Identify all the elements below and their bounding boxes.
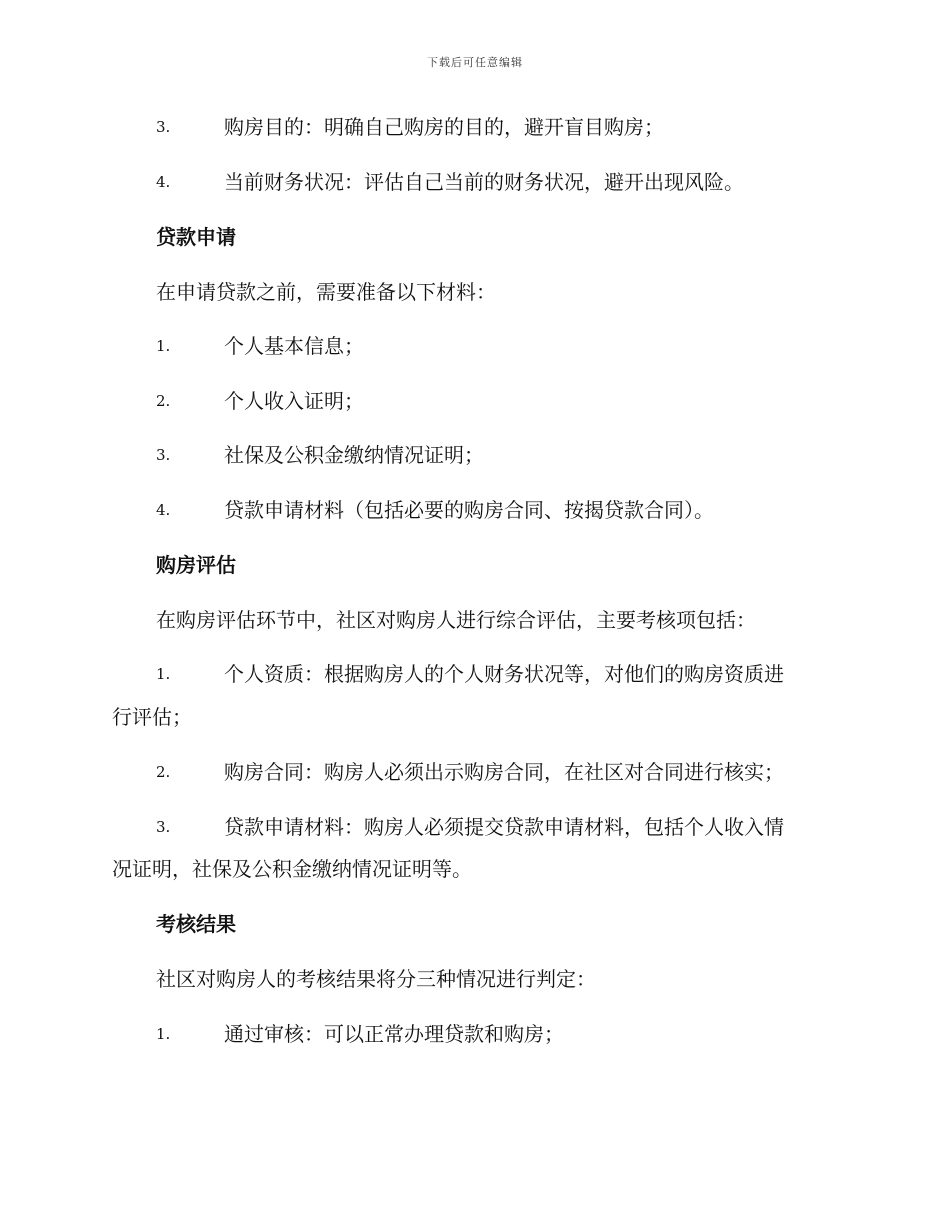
list-text: 贷款申请材料：购房人必须提交贷款申请材料，包括个人收入情 xyxy=(224,815,784,839)
list-number: 1. xyxy=(156,665,171,683)
list-text: 个人收入证明； xyxy=(224,389,364,413)
list-number: 4. xyxy=(156,173,171,191)
heading-purchase-assessment: 购房评估 xyxy=(156,553,236,577)
list-text-continued: 况证明，社保及公积金缴纳情况证明等。 xyxy=(112,857,472,881)
list-text: 社保及公积金缴纳情况证明； xyxy=(224,443,484,467)
heading-assessment-result: 考核结果 xyxy=(156,912,236,936)
list-text: 当前财务状况：评估自己当前的财务状况，避开出现风险。 xyxy=(224,170,744,194)
result-intro: 社区对购房人的考核结果将分三种情况进行判定： xyxy=(156,967,596,991)
list-number: 3. xyxy=(156,118,171,136)
list-text: 个人资质：根据购房人的个人财务状况等，对他们的购房资质进 xyxy=(224,662,784,686)
list-number: 2. xyxy=(156,763,171,781)
list-text: 通过审核：可以正常办理贷款和购房； xyxy=(224,1022,564,1046)
list-text: 个人基本信息； xyxy=(224,334,364,358)
page-header-watermark: 下载后可任意编辑 xyxy=(427,56,523,69)
list-number: 3. xyxy=(156,446,171,464)
list-text: 购房目的：明确自己购房的目的，避开盲目购房； xyxy=(224,115,664,139)
list-number: 4. xyxy=(156,501,171,519)
heading-loan-application: 贷款申请 xyxy=(156,225,236,249)
list-number: 1. xyxy=(156,1025,171,1043)
list-number: 2. xyxy=(156,392,171,410)
loan-intro: 在申请贷款之前，需要准备以下材料： xyxy=(156,280,496,304)
assessment-intro: 在购房评估环节中，社区对购房人进行综合评估，主要考核项包括： xyxy=(156,608,756,632)
list-text: 贷款申请材料（包括必要的购房合同、按揭贷款合同）。 xyxy=(224,498,714,522)
list-text: 购房合同：购房人必须出示购房合同，在社区对合同进行核实； xyxy=(224,760,784,784)
list-number: 3. xyxy=(156,818,171,836)
list-number: 1. xyxy=(156,337,171,355)
list-text-continued: 行评估； xyxy=(112,705,192,729)
